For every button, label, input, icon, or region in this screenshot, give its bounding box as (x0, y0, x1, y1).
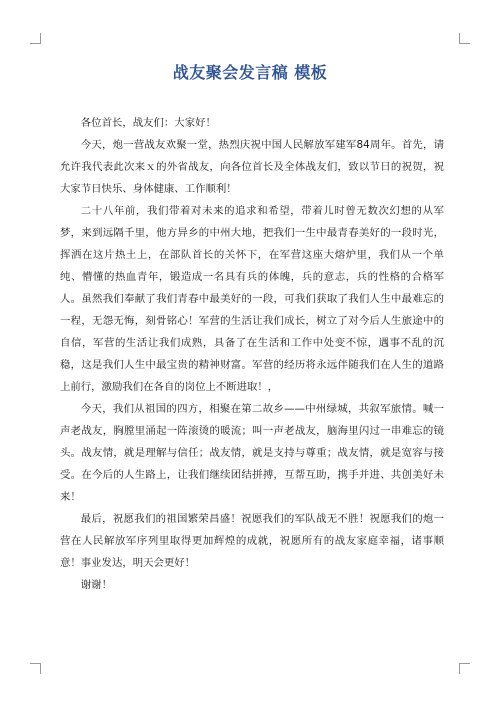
opening-paragraph: 今天，炮一营战友欢聚一堂，热烈庆祝中国人民解放军建军84周年。首先，请允许我代表此次来ｘ的外省战友，向各位首长及全体战友们，致以节日的祝贺，祝大家节日快乐、身体健康、工作顺利！ (60, 139, 444, 195)
friendship-paragraph: 今天，我们从祖国的四方，相聚在第二故乡——中州绿城，共叙军旅情。喊一声老战友，胸膛里涌起一阵滚烫的暖流；叫一声老战友，脑海里闪过一串难忘的镜头。战友情，就是理解与信任；战友情，就是支持与尊重；战友情，就是宽容与接受。在今后的人生路上，让我们继续团结拼搏，互帮互助，携手并进、共创美好未来！ (60, 403, 444, 503)
closing-paragraph: 谢谢！ (80, 579, 112, 591)
page-corner-mark-top-left (30, 33, 41, 44)
document-title: 战友聚会发言稿 模板 (172, 63, 328, 82)
page-corner-mark-bottom-left (30, 663, 41, 674)
memories-paragraph: 二十八年前，我们带着对未来的追求和希望，带着儿时曾无数次幻想的从军梦，来到远隔千里，他方异乡的中州大地，把我们一生中最青春美好的一段时光，挥洒在这片热土上，在部队首长的关怀下，在军营这座大熔炉里，我们从一个单纯、懵懂的热血青年，锻造成一名具有兵的体魄，兵的意志，兵的性格的合格军人。虽然我们奉献了我们青春中最美好的一段，可我们获取了我们人生中最难忘的一程，无怨无悔，刻骨铭心！军营的生活让我们成长，树立了对今后人生旅途中的自信，军营的生活让我们成熟，具备了在生活和工作中处变不惊，遇事不乱的沉稳，这是我们人生中最宝贵的精神财富。军营的经历将永远伴随我们在人生的道路上前行，激励我们在各自的岗位上不断进取！， (60, 205, 444, 393)
document-body (60, 112, 444, 596)
page-corner-mark-bottom-right (459, 663, 470, 674)
wishes-paragraph: 最后，祝愿我们的祖国繁荣昌盛！祝愿我们的军队战无不胜！祝愿我们的炮一营在人民解放军序列里取得更加辉煌的成就，祝愿所有的战友家庭幸福，诸事顺意！事业发达，明天会更好！ (60, 513, 444, 569)
page-corner-mark-top-right (459, 33, 470, 44)
greeting-paragraph: 各位首长，战友们：大家好！ (80, 117, 216, 129)
